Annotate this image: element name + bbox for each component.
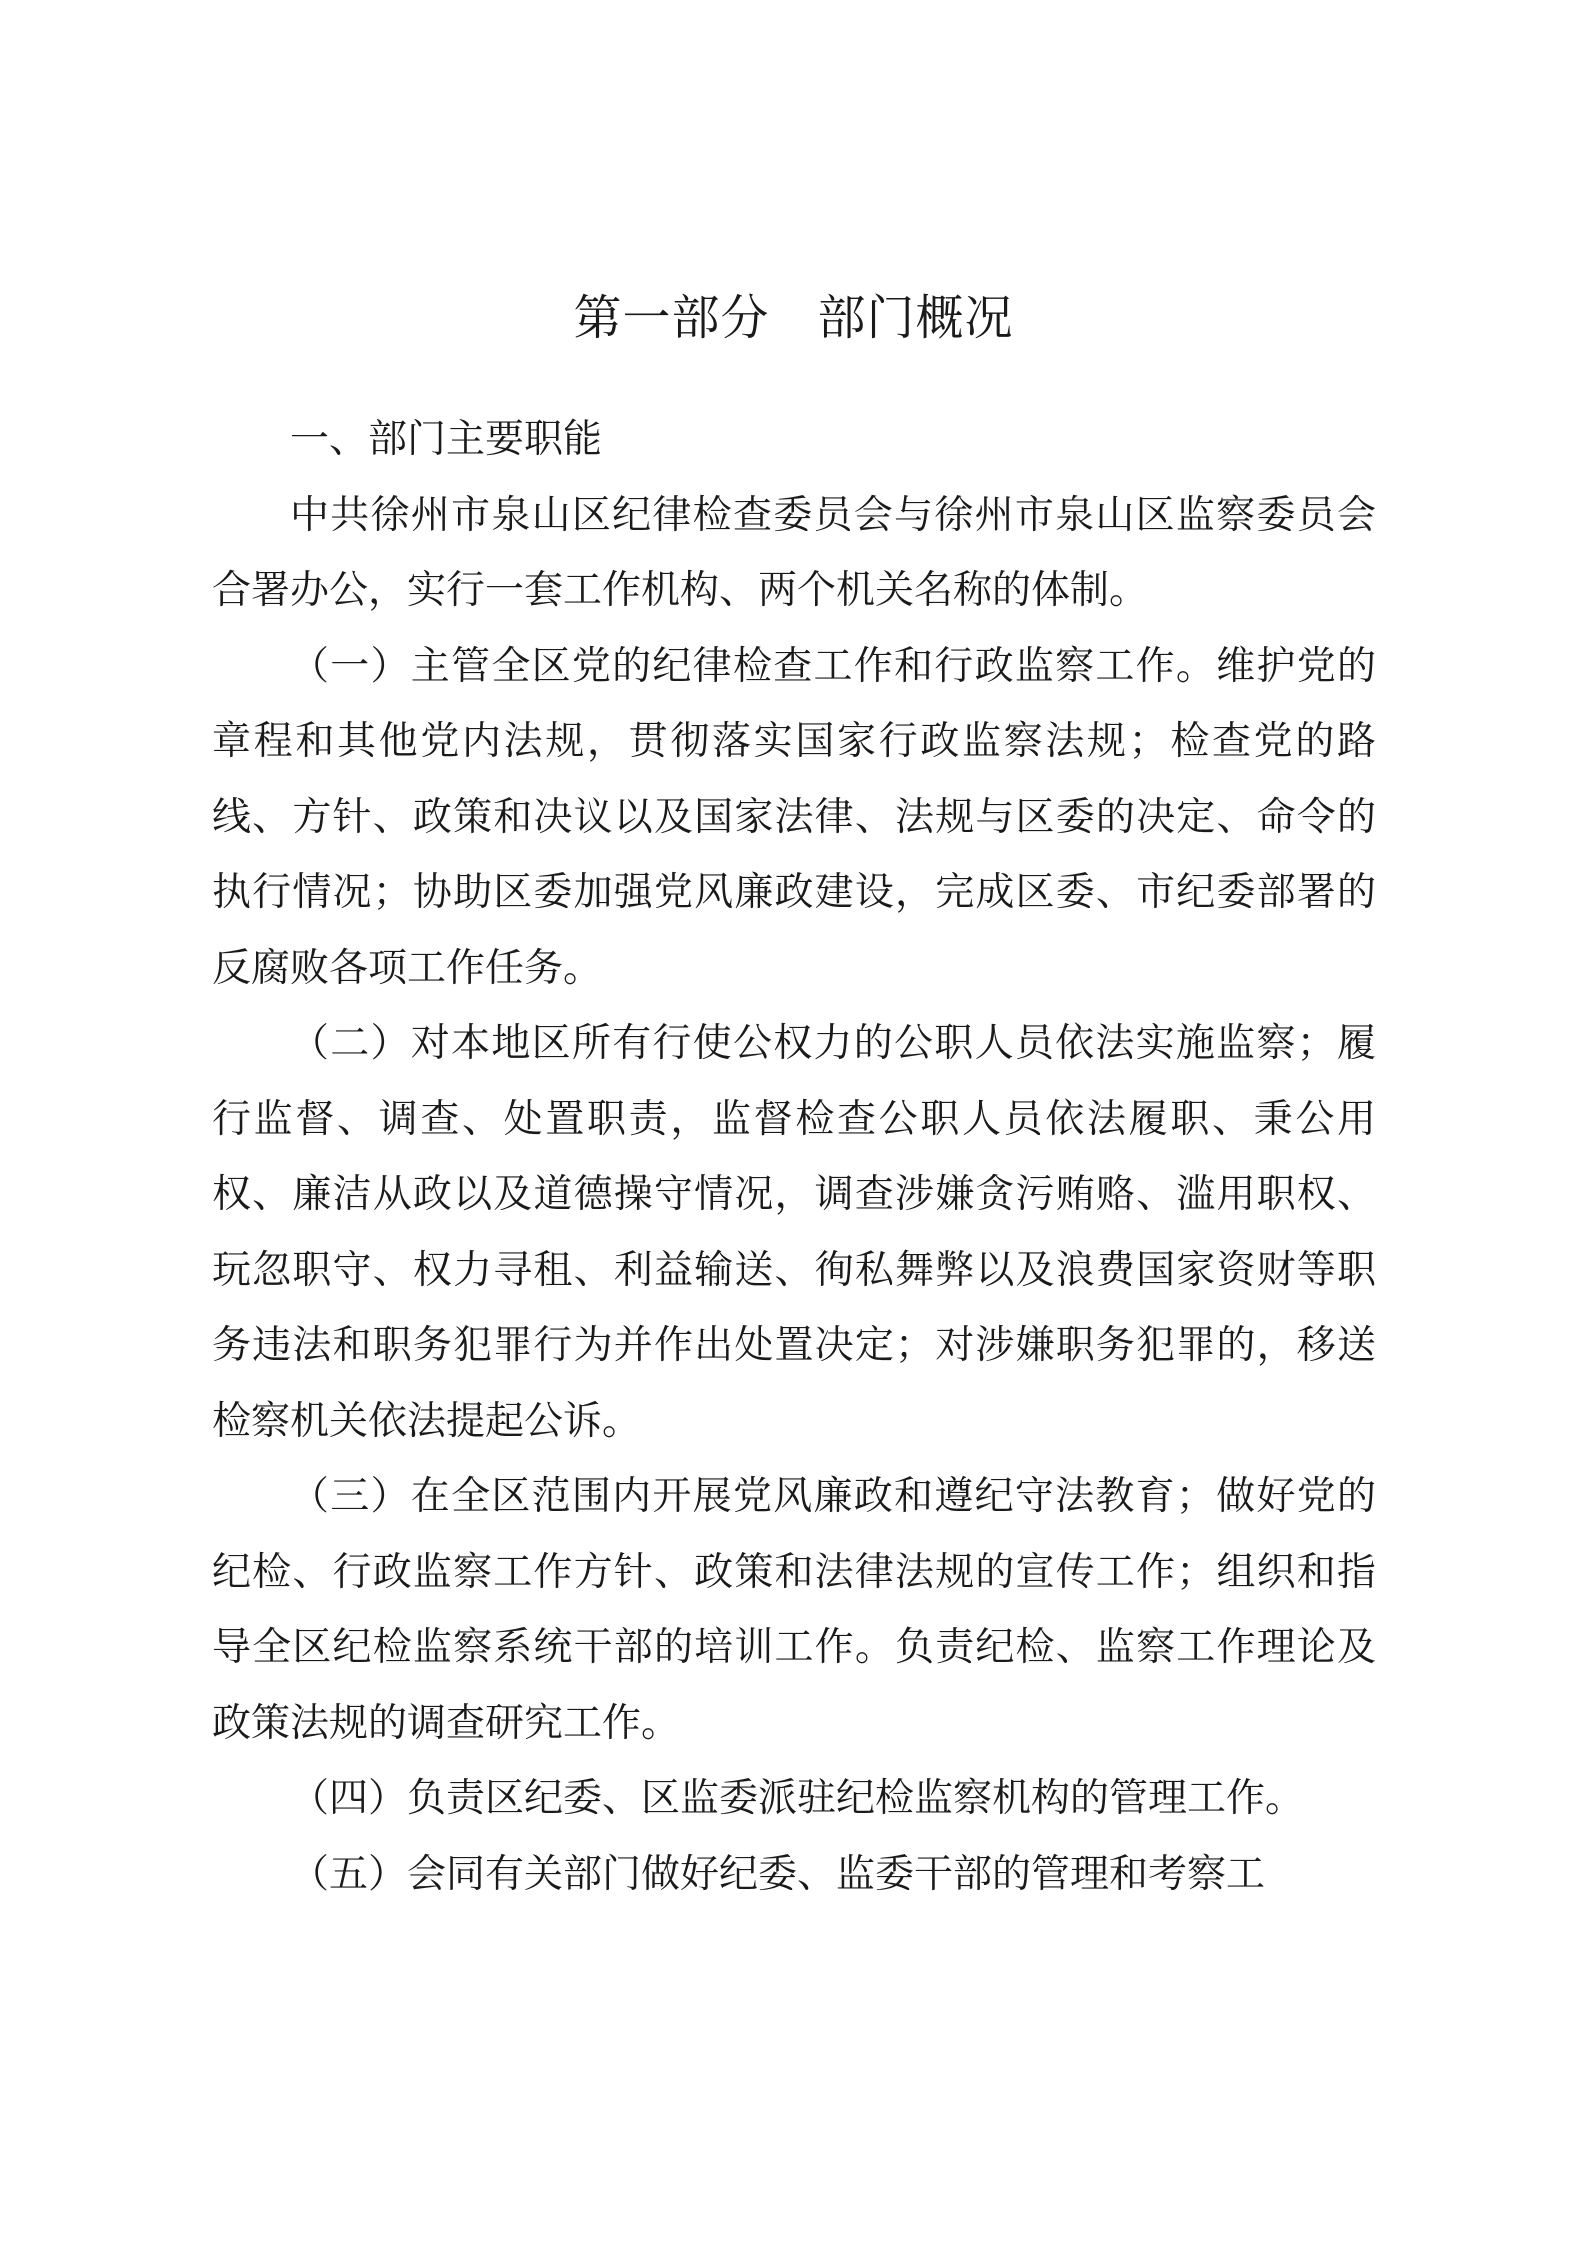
intro-paragraph: 中共徐州市泉山区纪律检查委员会与徐州市泉山区监察委员会合署办公，实行一套工作机构、两个机关名称的体制。 (212, 492, 1376, 613)
duty-paragraph-4: （四）负责区纪委、区监委派驻纪检监察机构的管理工作。 (290, 1776, 1305, 1821)
title-part-label: 第一部分 (573, 290, 770, 346)
duty-paragraph-3: （三）在全区范围内开展党风廉政和遵纪守法教育；做好党的纪检、行政监察工作方针、政策和法律法规的宣传工作；组织和指导全区纪检监察系统干部的培训工作。负责纪检、监察工作理论及政策法规的调查研究工作。 (212, 1474, 1376, 1746)
title-name-label: 部门概况 (817, 290, 1014, 346)
duty-paragraph-1: （一）主管全区党的纪律检查工作和行政监察工作。维护党的章程和其他党内法规，贯彻落实国家行政监察法规；检查党的路线、方针、政策和决议以及国家法律、法规与区委的决定、命令的执行情况；协助区委加强党风廉政建设，完成区委、市纪委部署的反腐败各项工作任务。 (212, 643, 1376, 991)
duty-paragraph-2: （二）对本地区所有行使公权力的公职人员依法实施监察；履行监督、调查、处置职责，监督检查公职人员依法履职、秉公用权、廉洁从政以及道德操守情况，调查涉嫌贪污贿赂、滥用职权、玩忽职守、权力寻租、利益输送、徇私舞弊以及浪费国家资财等职务违法和职务犯罪行为并作出处置决定；对涉嫌职务犯罪的，移送检察机关依法提起公诉。 (212, 1021, 1376, 1444)
document-body (212, 402, 1376, 1912)
page-title (0, 286, 1587, 350)
section-heading: 一、部门主要职能 (290, 417, 603, 462)
duty-paragraph-5: （五）会同有关部门做好纪委、监委干部的管理和考察工 (290, 1851, 1266, 1897)
